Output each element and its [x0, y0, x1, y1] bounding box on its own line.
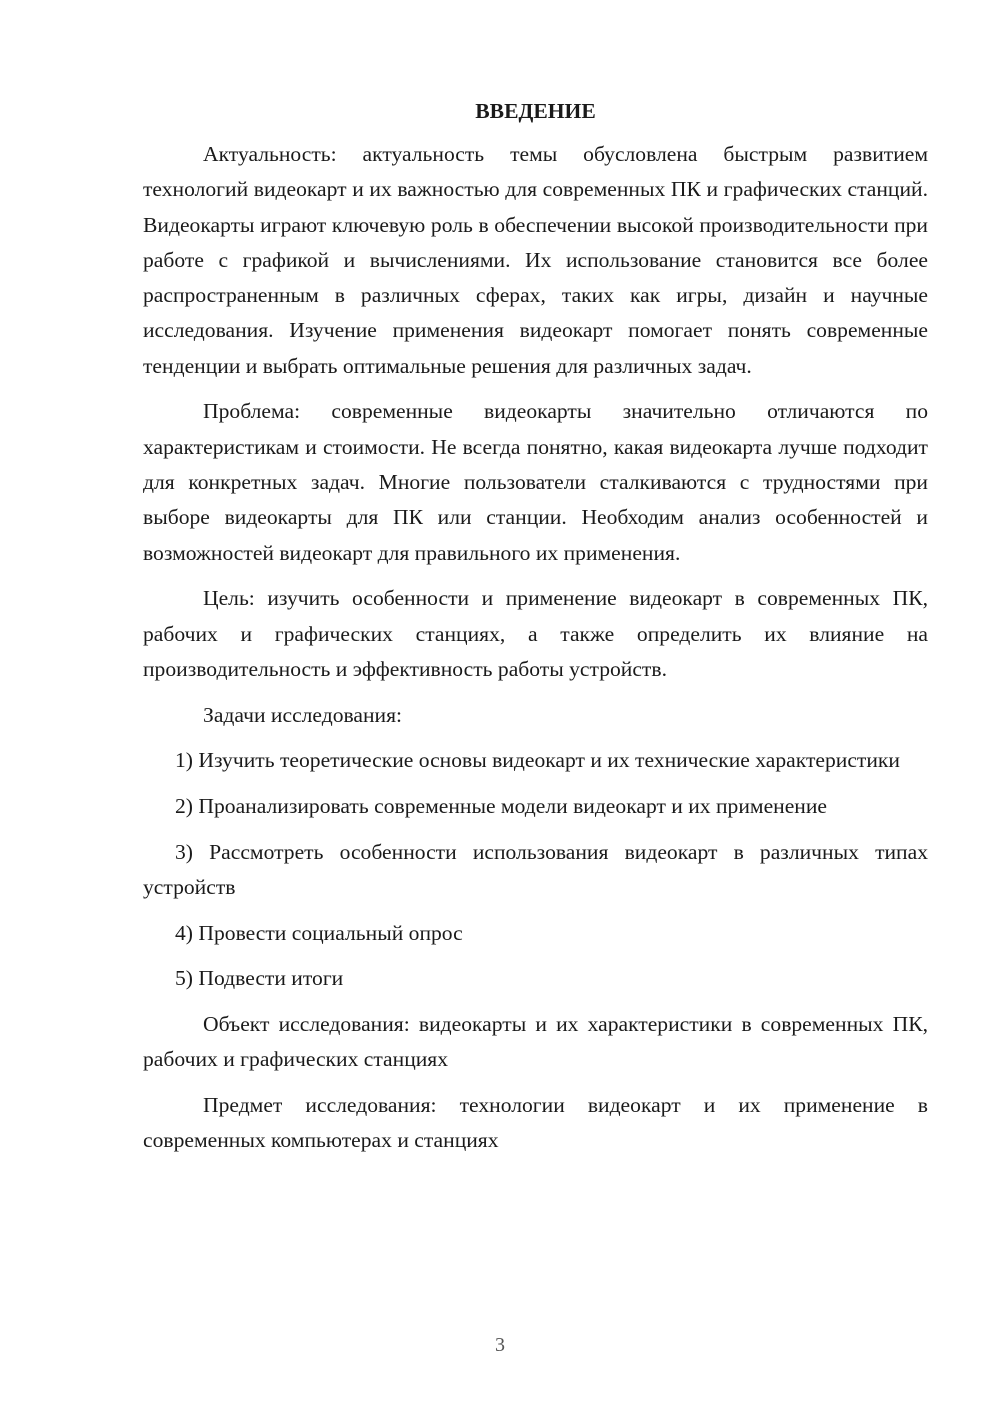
list-item: 4) Провести социальный опрос: [175, 920, 463, 945]
list-item: 2) Проанализировать современные модели видеокарт и их применение: [175, 794, 827, 818]
problem-paragraph: Проблема: современные видеокарты значительно отличаются по характеристикам и стоимости. Не всегда понятно, какая видеокарта лучше подходит для конкретных задач. Многие пользователи сталкиваются с трудностями при выборе видеокарты для ПК или станции. Необходим анализ особенностей и возможностей видеокарт для правильного их применения.: [143, 399, 928, 565]
tasks-heading: Задачи исследования:: [203, 702, 403, 727]
subject-paragraph: Предмет исследования: технологии видеокарт и их применение в современных компьютерах и станциях: [143, 1093, 928, 1153]
goal-paragraph: Цель: изучить особенности и применение видеокарт в современных ПК, рабочих и графических станциях, а также определить их влияние на производительность и эффективность работы устройств.: [143, 586, 928, 681]
document-page: [143, 95, 928, 1169]
list-item: 1) Изучить теоретические основы видеокарт и их технические характеристики: [175, 748, 900, 773]
relevance-paragraph: Актуальность: актуальность темы обусловлена быстрым развитием технологий видеокарт и их важностью для современных ПК и графических станций. Видеокарты играют ключевую роль в обеспечении высокой производительности при работе с графикой и вычислениями. Их использование становится все более распространенным в различных сферах, таких как игры, дизайн и научные исследования. Изучение применения видеокарт помогает понять современные тенденции и выбрать оптимальные решения для различных задач.: [143, 142, 928, 378]
tasks-list: [143, 743, 928, 996]
page-number: 3: [495, 1334, 505, 1356]
list-item: 3) Рассмотреть особенности использования видеокарт в различных типах устройств: [143, 839, 928, 899]
section-title: ВВЕДЕНИЕ: [475, 99, 596, 123]
object-paragraph: Объект исследования: видеокарты и их характеристики в современных ПК, рабочих и графических станциях: [143, 1012, 928, 1072]
list-item: 5) Подвести итоги: [175, 966, 344, 991]
